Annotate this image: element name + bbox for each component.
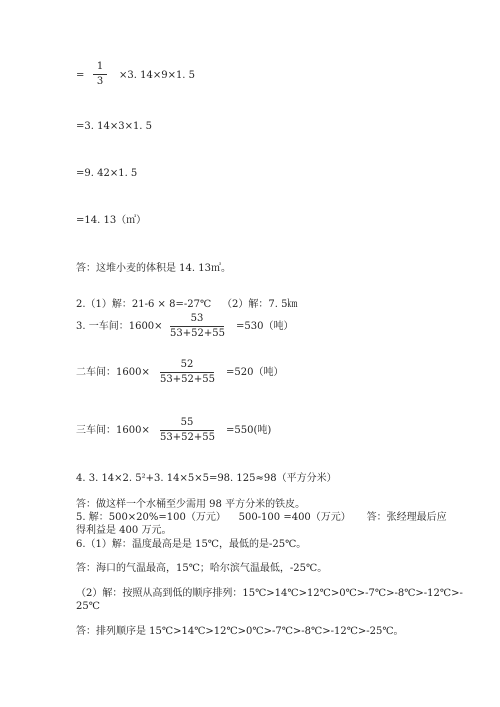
q3-row1-numerator: 53 xyxy=(190,313,204,324)
eq2: =3. 14×3×1. 5 xyxy=(76,121,153,132)
fraction-bar xyxy=(170,326,224,327)
eq1-tail: ×3. 14×9×1. 5 xyxy=(119,70,196,81)
q3-row3-denominator: 53+52+55 xyxy=(160,432,215,443)
q3-row1-label: 3. 一车间：1600× xyxy=(76,321,163,332)
q3-row1-result: =530（吨） xyxy=(236,321,294,332)
eq3: =9. 42×1. 5 xyxy=(76,168,138,179)
q6-line1: 6.（1）解：温度最高是是 15℃，最低的是-25℃。 xyxy=(76,539,307,550)
eq1-prefix: = xyxy=(76,70,85,81)
eq1-fraction-numerator: 1 xyxy=(96,61,104,72)
fraction-bar xyxy=(160,430,214,431)
fraction-bar xyxy=(160,372,214,373)
q6-line3: （2）解：按照从高到低的顺序排列：15℃>14℃>12℃>0℃>-7℃>-8℃>-12℃>- xyxy=(76,588,463,599)
q3-row3-result: =550(吨) xyxy=(226,425,272,436)
q6-line2: 答：海口的气温最高，15℃；哈尔滨气温最低，-25℃。 xyxy=(76,563,328,574)
fraction-bar xyxy=(93,74,107,75)
q3-row3-label: 三车间：1600× xyxy=(76,425,150,436)
q5-line2: 得利益是 400 万元。 xyxy=(76,525,172,536)
q3-row2-label: 二车间：1600× xyxy=(76,367,150,378)
eq4: =14. 13（㎥） xyxy=(76,215,147,226)
q3-row2-numerator: 52 xyxy=(180,359,194,370)
q3-row2-result: =520（吨） xyxy=(226,367,284,378)
q3-row2-denominator: 53+52+55 xyxy=(160,374,215,385)
q6-line4: 25℃ xyxy=(76,601,100,612)
eq1-fraction-denominator: 3 xyxy=(96,76,104,87)
q2-part1: 2.（1）解：21-6 × 8=-27℃ xyxy=(76,299,212,310)
q4-line: 4. 3. 14×2. 5²+3. 14×5×5=98. 125≈98（平方分米） xyxy=(76,473,337,484)
q3-row3-fraction xyxy=(160,417,214,444)
q3-row1-denominator: 53+52+55 xyxy=(170,328,225,339)
q3-row3-numerator: 55 xyxy=(180,417,194,428)
q5-line1: 5. 解：500×20%=100（万元） 500-100 =400（万元） 答：张经理最后应 xyxy=(76,512,447,523)
q4-answer: 答：做这样一个水桶至少需用 98 平方分米的铁皮。 xyxy=(76,499,306,510)
q6-line5: 答：排列顺序是 15℃>14℃>12℃>0℃>-7℃>-8℃>-12℃>-25℃。 xyxy=(76,626,404,637)
answer-1: 答：这堆小麦的体积是 14. 13㎥。 xyxy=(76,263,231,274)
q3-row2-fraction xyxy=(160,359,214,386)
eq1-fraction xyxy=(93,61,107,88)
q2-part2: （2）解：7. 5㎞ xyxy=(222,299,298,310)
q3-row1-fraction xyxy=(170,313,224,340)
